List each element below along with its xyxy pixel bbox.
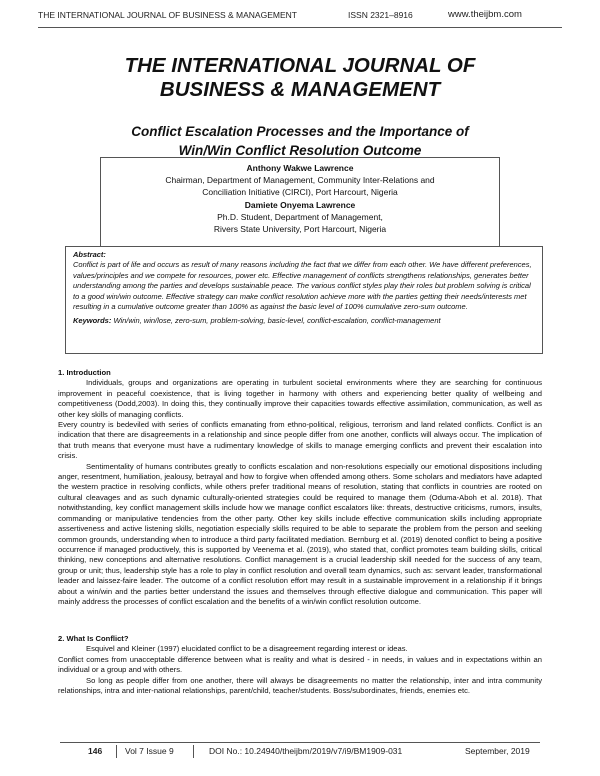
- footer-divider: [193, 745, 194, 758]
- paper-title: [0, 122, 600, 160]
- section1-heading: 1. Introduction: [58, 368, 111, 377]
- paper-title-line1: Conflict Escalation Processes and the Importance of: [131, 124, 469, 139]
- footer-divider: [116, 745, 117, 758]
- journal-title-line2: BUSINESS & MANAGEMENT: [159, 78, 441, 101]
- section2-paragraph-2: Conflict comes from unacceptable difference between what is reality and what is desired - in needs, in values and in expectations within an individual or a group and with others.: [58, 654, 542, 675]
- abstract-text: Conflict is part of life and occurs as result of many reasons including the fact that we differ from each other. We have different preferences, values/principles and we compete for resources, power etc. Effective management of conflicts strengthens relationships, generates better understanding among the parties and develops sustainable peace. The various conflict styles play their roles but problem solving is critical to a good win/win outcome. Effective strategy can make conflict resolution achieve more with the parties getting their needs/interests met resulting in a cumulative outcome greater than 100% as against the basic level of 100% cumulative zero-sum outcome.: [73, 260, 532, 312]
- abstract-box: [65, 246, 543, 354]
- section-introduction: [58, 368, 542, 607]
- abstract-label: Abstract:: [73, 250, 106, 259]
- section2-heading: 2. What Is Conflict?: [58, 634, 129, 643]
- authors-box: [100, 157, 500, 253]
- footer-doi: DOI No.: 10.24940/theijbm/2019/v7/i9/BM1909-031: [209, 746, 403, 756]
- keywords-text: Win/win, win/lose, zero-sum, problem-solving, basic-level, conflict-escalation, conflict-management: [113, 316, 441, 326]
- running-header-journal: THE INTERNATIONAL JOURNAL OF BUSINESS & MANAGEMENT: [38, 10, 297, 20]
- author2-affiliation-1: Ph.D. Student, Department of Management,: [217, 211, 383, 222]
- running-header-url[interactable]: www.theijbm.com: [448, 9, 522, 20]
- journal-title: [0, 54, 600, 102]
- author1-name: Anthony Wakwe Lawrence: [246, 163, 354, 173]
- author2-name: Damiete Onyema Lawrence: [244, 199, 356, 210]
- section2-paragraph-3: So long as people differ from one another, there will always be disagreements no matter the relationship, inter and intra community relationships, intra and inter-national relationships, parent/child, teacher/students. Boss/subordinates, friends, enemies etc.: [58, 675, 542, 696]
- section1-paragraph-3: Sentimentality of humans contributes greatly to conflicts escalation and non-resolutions especially our emotional dispositions including anger, resentment, humiliation, jealousy, betrayal and how to forgive when offended among others. Some scholars and mediators have adapted the western practice in resolving conflicts, while others prefer traditional means of resolution, stating that conflicts in countries are rooted on cultural cleavages and as such dynamic culturally-oriented strategies could be required to manage them (Oduma-Aboh et al. 2018). That notwithstanding, key conflict management skills include how we manage conflict escalators like: threats, destructive criticisms, rumors, insults, commanding or manipulative tendencies from the other party. Other key skills include effective communication skills including appropriate assertiveness and active listening skills, negotiation especially skills required to be able to separate the problem from the person and seeking common grounds, understanding when to introduce a third party facilitated mediation. Bernburg et al. (2019) denoted conflict to being a positive occurrence if managed productively, this is supported by Veenema et al. (2019), who stated that, conflict promotes team building skills, critical thinking, new conceptions and alternative resolutions. Conflict management is a crucial leadership skill needed for the success of any team, group or unit; thus, leadership style has a role to play in conflict resolution and overall team dynamics, such as: servant leader, transformational leader and laissez-faire leader. The outcome of a conflict resolution effort may result in a sustainable improvement in a relationship if it brings about a win/win and the parties better understand the issues and themselves through effective dialogue and communication. This paper will mainly address the processes of conflict escalation and the benefits of a win/win conflict resolution outcome.: [58, 461, 542, 606]
- section-what-is-conflict: [58, 634, 542, 696]
- header-rule: [38, 27, 562, 28]
- section1-paragraph-1: Individuals, groups and organizations are operating in turbulent societal environments where they are searching for continuous improvement in peaceful coexistence, that is living together in harmony with others and experiencing better quality of wellbeing and competitiveness (Dodd,2003). In doing this, they continually improve their capacities towards effective assimilation, communication, as well as other key skills of managing conflicts.: [58, 378, 542, 419]
- running-header-issn: ISSN 2321–8916: [348, 10, 413, 20]
- author1-affiliation-1: Chairman, Department of Management, Community Inter-Relations and: [165, 175, 435, 186]
- footer-date: September, 2019: [465, 746, 530, 756]
- author1-affiliation-2: Conciliation Initiative (CIRCI), Port Harcourt, Nigeria: [202, 187, 398, 198]
- footer-page-number: 146: [88, 746, 103, 756]
- section2-paragraph-1: Esquivel and Kleiner (1997) elucidated conflict to be a disagreement regarding interest or ideas.: [86, 644, 408, 654]
- paper-title-line2: Win/Win Conflict Resolution Outcome: [178, 143, 422, 158]
- keywords-label: Keywords:: [73, 316, 112, 326]
- author2-affiliation-2: Rivers State University, Port Harcourt, Nigeria: [213, 224, 387, 235]
- keywords-line: [73, 316, 535, 326]
- footer-rule: [60, 742, 540, 743]
- journal-title-line1: THE INTERNATIONAL JOURNAL OF: [124, 54, 476, 77]
- footer-volume: Vol 7 Issue 9: [125, 746, 174, 756]
- section1-paragraph-2: Every country is bedeviled with series of conflicts emanating from ethno-political, religious, terrorism and land related conflicts. Conflict is an indication that there are disagreements in a relationship and since people differ from one another, conflicts will always occur. The implication of that truth means that everyone must have a rudimentary knowledge of skills to manage emerging conflicts and prevent their escalation into crisis.: [58, 420, 542, 461]
